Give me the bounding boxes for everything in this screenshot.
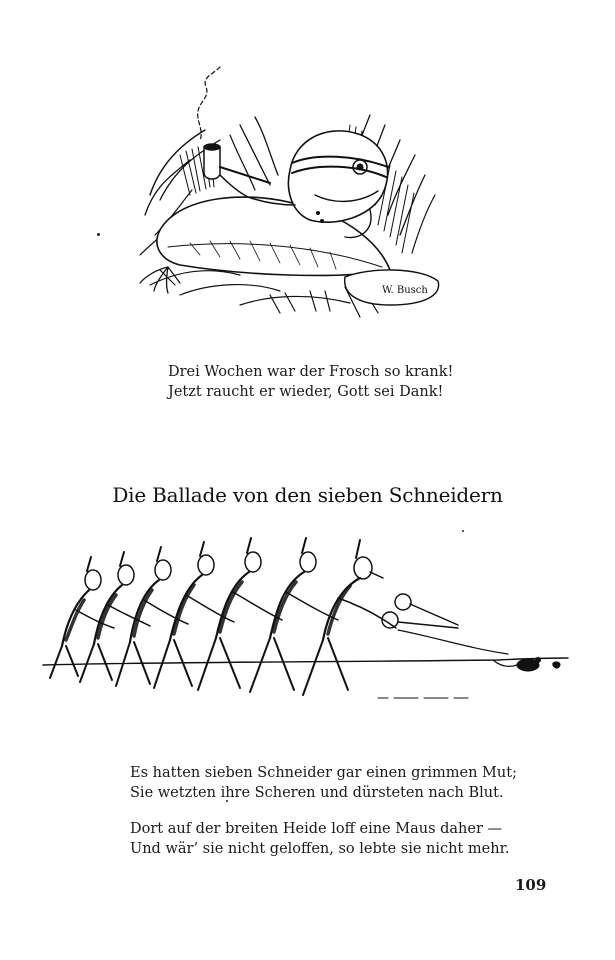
- print-speck: [462, 530, 464, 532]
- page-number: 109: [515, 876, 547, 894]
- stanza-1-line-1: Es hatten sieben Schneider gar einen grimmen Mut;: [130, 765, 517, 781]
- frog-caption: [168, 362, 468, 402]
- frog-caption-line-1: Drei Wochen war der Frosch so krank!: [168, 364, 454, 380]
- illustration-signature: W. Busch: [382, 285, 428, 296]
- ballad-stanza-2: [130, 819, 510, 859]
- ballad-title: Die Ballade von den sieben Schneidern: [112, 483, 503, 507]
- print-speck: [97, 233, 100, 236]
- stanza-2-line-2: Und wär’ sie nicht geloffen, so lebte sie nicht mehr.: [130, 841, 510, 857]
- tailors-illustration: [38, 520, 578, 720]
- ballad-stanza-1: [130, 763, 517, 803]
- frog-caption-line-2: Jetzt raucht er wieder, Gott sei Dank!: [168, 384, 444, 400]
- stanza-1-line-2: Sie wetzten ihre Scheren und dürsteten nach Blut.: [130, 785, 504, 801]
- stanza-2-line-1: Dort auf der breiten Heide loff eine Maus daher —: [130, 821, 503, 837]
- frog-illustration: [120, 55, 460, 340]
